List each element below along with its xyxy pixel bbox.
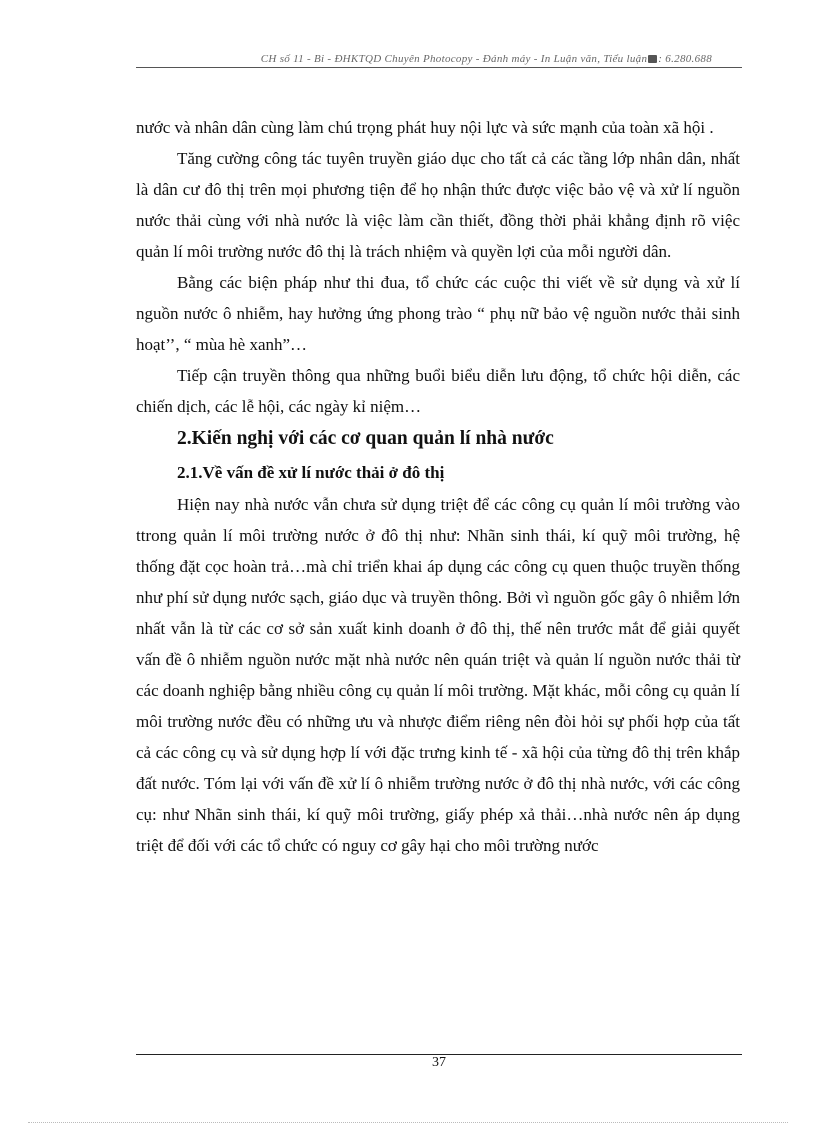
- paragraph-3: Bằng các biện pháp như thi đua, tổ chức các cuộc thi viết về sử dụng và xử lí nguồn nước ô nhiễm, hay hưởng ứng phong trào “ phụ nữ bảo vệ nguồn nước thải sinh hoạt’’, “ mùa hè xanh”…: [136, 273, 740, 354]
- page-body: [136, 112, 740, 861]
- paragraph-1: nước và nhân dân cùng làm chú trọng phát huy nội lực và sức mạnh của toàn xã hội .: [136, 118, 714, 137]
- paragraph-2: Tăng cường công tác tuyên truyền giáo dục cho tất cả các tầng lớp nhân dân, nhất là dân cư đô thị trên mọi phương tiện để họ nhận thức được việc bảo vệ và xử lí nguồn nước thải cùng với nhà nước là việc làm cần thiết, đồng thời phải khẳng định rõ việc quản lí môi trường nước đô thị là trách nhiệm và quyền lợi của mỗi người dân.: [136, 149, 740, 261]
- header-text-after: : 6.280.688: [658, 53, 712, 65]
- header-text: [261, 53, 742, 65]
- page-header: [136, 49, 742, 68]
- phone-icon: [648, 55, 657, 63]
- paragraph-5: Hiện nay nhà nước vẫn chưa sử dụng triệt để các công cụ quản lí môi trường vào ttrong quản lí môi trường nước ở đô thị như: Nhãn sinh thái, kí quỹ môi trường, hệ thống đặt cọc hoàn trả…mà chỉ triển khai áp dụng các công cụ quen thuộc truyền thống như phí sử dụng nước sạch, giáo dục và truyền thông. Bởi vì nguồn gốc gây ô nhiễm lớn nhất vẫn là từ các cơ sở sản xuất kinh doanh ở đô thị, thế nên trước mắt để giải quyết vấn đề ô nhiễm nguồn nước mặt nhà nước nên quán triệt và quản lí nguồn nước thải từ các doanh nghiệp bằng nhiều công cụ quản lí môi trường. Mặt khác, mỗi công cụ quản lí môi trường nước đều có những ưu và nhược điểm riêng nên đòi hỏi sự phối hợp của tất cả các công cụ và sử dụng hợp lí với đặc trưng kinh tế - xã hội của từng đô thị trên khắp đất nước. Tóm lại với vấn đề xử lí ô nhiễm trường nước ở đô thị nhà nước, với các công cụ: như Nhãn sinh thái, kí quỹ môi trường, giấy phép xả thải…nhà nước nên áp dụng triệt để đối với các tổ chức có nguy cơ gây hại cho môi trường nước: [136, 495, 740, 855]
- section-heading: 2.Kiến nghị với các cơ quan quản lí nhà nước: [177, 428, 554, 449]
- header-text-before: CH số 11 - Bi - ĐHKTQD Chuyên Photocopy - Đánh máy - In Luận văn, Tiểu luận: [260, 53, 648, 65]
- subsection-heading: 2.1.Về vấn đề xử lí nước thải ở đô thị: [177, 463, 445, 482]
- paragraph-4: Tiếp cận truyền thông qua những buổi biểu diễn lưu động, tổ chức hội diễn, các chiến dịch, các lễ hội, các ngày kỉ niệm…: [136, 366, 740, 416]
- page-number: 37: [432, 1055, 446, 1070]
